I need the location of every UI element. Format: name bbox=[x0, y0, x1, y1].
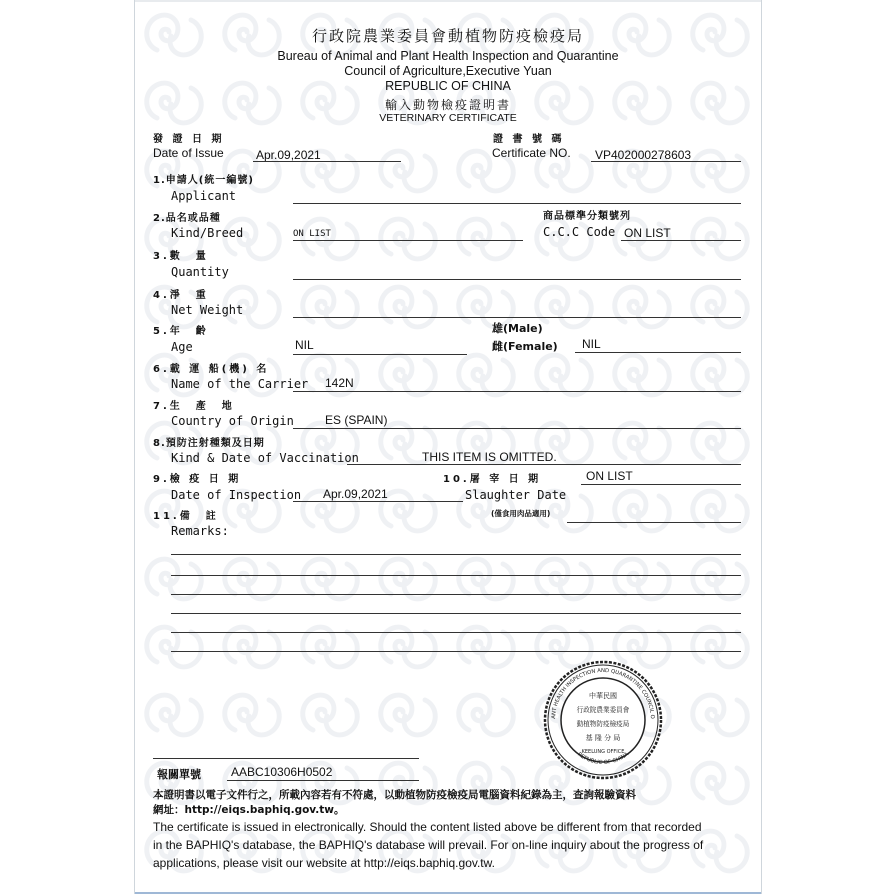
ccc-label: C.C.C Code bbox=[543, 225, 616, 239]
remarks-line bbox=[171, 651, 741, 652]
cert-no-line bbox=[591, 161, 741, 162]
inspection-line bbox=[293, 501, 463, 502]
quantity-line bbox=[293, 279, 741, 280]
quantity-label: Quantity bbox=[171, 265, 229, 279]
ccc-value: ON LIST bbox=[624, 226, 671, 240]
slaughter-line bbox=[581, 484, 741, 485]
remarks-line bbox=[171, 575, 741, 576]
seal-line-4: 基 隆 分 局 bbox=[585, 734, 621, 742]
vaccination-label-cn: 8.預防注射種類及日期 bbox=[153, 438, 265, 449]
applicant-line bbox=[293, 203, 741, 204]
seal-line-1: 中華民國 bbox=[589, 692, 617, 700]
weight-line bbox=[293, 317, 741, 318]
carrier-label: Name of the Carrier bbox=[171, 377, 309, 391]
seal-graphic bbox=[541, 658, 665, 782]
inspection-label-cn: 9.檢 疫 日 期 bbox=[153, 474, 242, 485]
kind-label: Kind/Breed bbox=[171, 226, 244, 240]
applicant-label: Applicant bbox=[171, 189, 237, 203]
origin-label: Country of Origin bbox=[171, 414, 294, 428]
seal-ring-bottom: REPUBLIC OF CHINA bbox=[576, 751, 630, 767]
male-label: 雄(Male) bbox=[492, 322, 543, 335]
female-value: NIL bbox=[582, 337, 601, 351]
age-value: NIL bbox=[295, 338, 314, 352]
ccc-line bbox=[621, 240, 741, 241]
remarks-label-cn: 11.備 註 bbox=[153, 511, 219, 522]
inspection-label: Date of Inspection bbox=[171, 488, 302, 502]
footer-cn-line-1: 本證明書以電子文件行之，所載內容若有不符處，以動植物防疫檢疫局電腦資料紀錄為主，查詢報驗資料 bbox=[153, 789, 636, 801]
cert-no-label: Certificate NO. bbox=[492, 146, 571, 160]
customs-label: 報關單號 bbox=[157, 768, 201, 781]
weight-label-cn: 4.淨 重 bbox=[153, 290, 209, 301]
cert-no-value: VP402000278603 bbox=[595, 148, 692, 162]
carrier-value: 142N bbox=[325, 376, 354, 390]
issue-date-label: Date of Issue bbox=[153, 146, 224, 160]
footer-cn-line-2: 網址：http://eiqs.baphiq.gov.tw。 bbox=[153, 804, 345, 816]
inspection-value: Apr.09,2021 bbox=[323, 487, 388, 501]
top-border bbox=[135, 0, 761, 2]
slaughter-label: Slaughter Date bbox=[465, 488, 567, 502]
age-label-cn: 5.年 齡 bbox=[153, 326, 209, 337]
remarks-line bbox=[171, 632, 741, 633]
weight-label: Net Weight bbox=[171, 303, 244, 317]
footer-en-line-1: The certificate is issued in electronically. Should the content listed above be different from that recorded bbox=[153, 820, 702, 834]
customs-value: AABC10306H0502 bbox=[231, 765, 333, 779]
carrier-line bbox=[293, 391, 741, 392]
issue-date-value: Apr.09,2021 bbox=[256, 148, 321, 162]
seal-office: KEELUNG OFFICE bbox=[581, 749, 625, 755]
seal-line-3: 動植物防疫檢疫局 bbox=[576, 720, 630, 728]
cert-no-label-cn: 證 書 號 碼 bbox=[493, 134, 565, 145]
official-seal bbox=[541, 658, 665, 782]
slaughter-note: (僅食用肉品適用) bbox=[491, 509, 551, 518]
age-label: Age bbox=[171, 340, 193, 354]
slaughter-value: ON LIST bbox=[586, 469, 633, 483]
origin-line bbox=[293, 428, 741, 429]
footer-en-line-2: in the BAPHIQ's database, the BAPHIQ's database will prevail. For on-line inquiry about the progress of bbox=[153, 838, 704, 852]
quantity-label-cn: 3.數 量 bbox=[153, 251, 209, 262]
applicant-label-cn: 1.申請人(統一編號) bbox=[153, 175, 254, 186]
seal-line-2: 行政院農業委員會 bbox=[576, 706, 630, 714]
remarks-line bbox=[171, 554, 741, 555]
country-name: REPUBLIC OF CHINA bbox=[385, 79, 511, 93]
certificate-page bbox=[134, 0, 762, 894]
origin-label-cn: 7.生 產 地 bbox=[153, 401, 235, 412]
seal-ring-top: ANT HEALTH INSPECTION AND QUARANTINE COUNCIL O bbox=[550, 667, 656, 720]
document-title-en: VETERINARY CERTIFICATE bbox=[379, 112, 517, 124]
customs-top-line bbox=[153, 758, 419, 759]
ccc-label-cn: 商品標準分類號列 bbox=[543, 211, 631, 222]
vaccination-label: Kind & Date of Vaccination bbox=[171, 451, 359, 465]
vaccination-line bbox=[347, 464, 741, 465]
remarks-line bbox=[171, 613, 741, 614]
document-title-cn: 輸入動物檢疫證明書 bbox=[384, 98, 511, 112]
slaughter-label-cn: 10.屠 宰 日 期 bbox=[443, 474, 542, 485]
remarks-line bbox=[171, 594, 741, 595]
issue-date-line bbox=[253, 161, 401, 162]
age-line bbox=[293, 354, 467, 355]
footer-en-line-3: applications, please visit our website at http://eiqs.baphiq.gov.tw. bbox=[153, 856, 495, 870]
kind-line bbox=[293, 240, 523, 241]
remarks-label: Remarks: bbox=[171, 524, 229, 538]
council-name: Council of Agriculture,Executive Yuan bbox=[344, 64, 552, 78]
slaughter-note-line bbox=[567, 522, 741, 523]
origin-value: ES (SPAIN) bbox=[325, 413, 388, 427]
female-line bbox=[575, 352, 741, 353]
female-label: 雌(Female) bbox=[492, 340, 558, 353]
bureau-title-en: Bureau of Animal and Plant Health Inspection and Quarantine bbox=[277, 49, 619, 63]
kind-value: ON LIST bbox=[293, 229, 331, 239]
kind-label-cn: 2.品名或品種 bbox=[153, 213, 221, 224]
customs-line bbox=[227, 780, 419, 781]
bureau-title-cn: 行政院農業委員會動植物防疫檢疫局 bbox=[311, 27, 584, 45]
issue-date-label-cn: 發 證 日 期 bbox=[153, 134, 225, 145]
vaccination-value: THIS ITEM IS OMITTED. bbox=[422, 450, 557, 464]
carrier-label-cn: 6.載 運 船(機) 名 bbox=[153, 364, 270, 375]
